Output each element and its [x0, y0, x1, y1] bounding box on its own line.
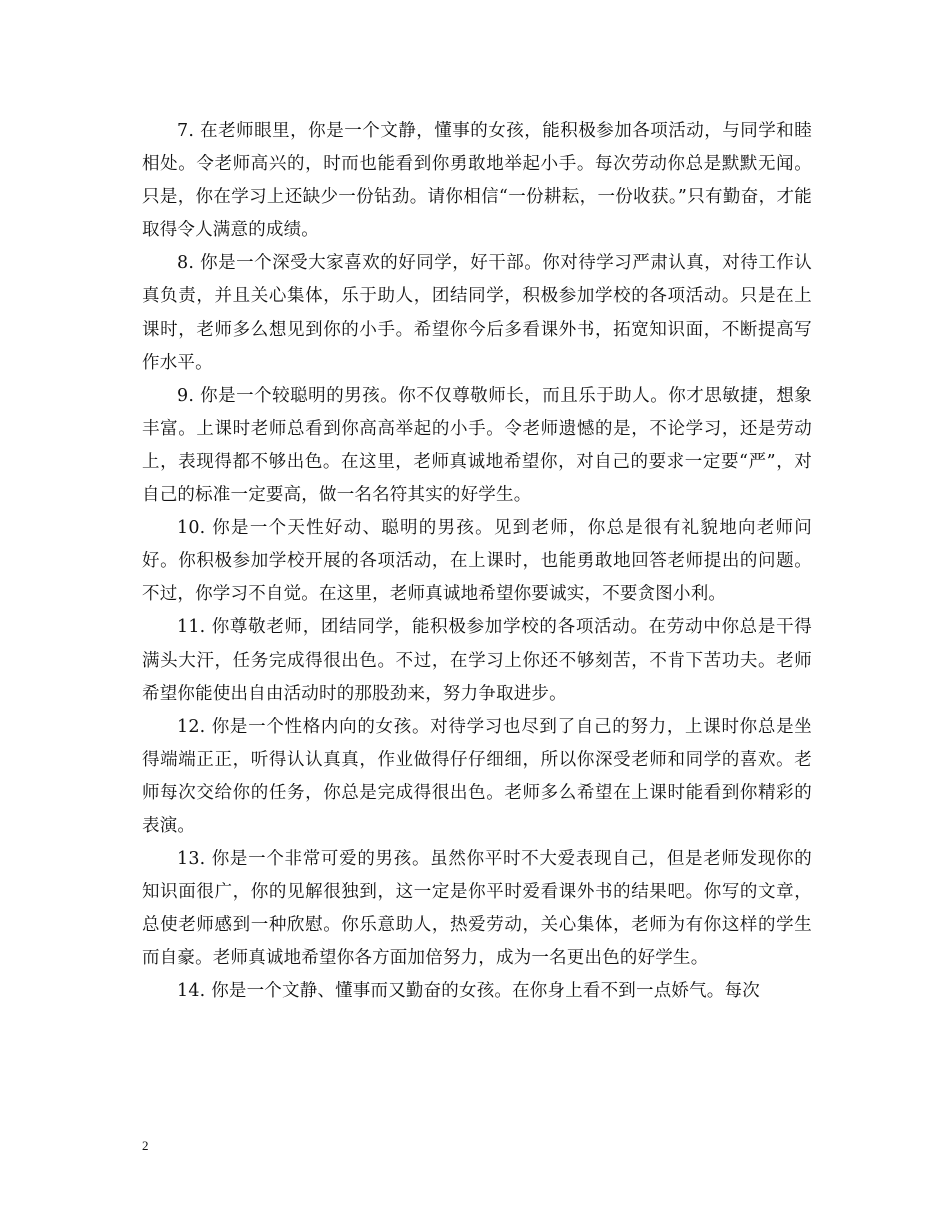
paragraph-14: 14. 你是一个文静、懂事而又勤奋的女孩。在你身上看不到一点娇气。每次 [177, 981, 760, 1002]
document-body [142, 115, 812, 1009]
paragraph-7: 7. 在老师眼里，你是一个文静，懂事的女孩，能积极参加各项活动，与同学和睦相处。令老师高兴的，时而也能看到你勇敢地举起小手。每次劳动你总是默默无闻。只是，你在学习上还缺少一份钻劲。请你相信“一份耕耘，一份收获。”只有勤奋，才能取得令人满意的成绩。 [142, 121, 812, 241]
page-number: 2 [142, 1138, 149, 1153]
paragraph-13: 13. 你是一个非常可爱的男孩。虽然你平时不大爱表现自己，但是老师发现你的知识面很广，你的见解很独到，这一定是你平时爱看课外书的结果吧。你写的文章，总使老师感到一种欣慰。你乐意助人，热爱劳动，关心集体，老师为有你这样的学生而自豪。老师真诚地希望你各方面加倍努力，成为一名更出色的好学生。 [142, 849, 812, 969]
paragraph-9: 9. 你是一个较聪明的男孩。你不仅尊敬师长，而且乐于助人。你才思敏捷，想象丰富。上课时老师总看到你高高举起的小手。令老师遗憾的是，不论学习，还是劳动上，表现得都不够出色。在这里，老师真诚地希望你，对自己的要求一定要“严”，对自己的标准一定要高，做一名名符其实的好学生。 [142, 385, 812, 506]
paragraph-8: 8. 你是一个深受大家喜欢的好同学，好干部。你对待学习严肃认真，对待工作认真负责，并且关心集体，乐于助人，团结同学，积极参加学校的各项活动。只是在上课时，老师多么想见到你的小手。希望你今后多看课外书，拓宽知识面，不断提高写作水平。 [142, 253, 812, 373]
paragraph-11: 11. 你尊敬老师，团结同学，能积极参加学校的各项活动。在劳动中你总是干得满头大汗，任务完成得很出色。不过，在学习上你还不够刻苦，不肯下苦功夫。老师希望你能使出自由活动时的那股劲来，努力争取进步。 [142, 617, 812, 704]
paragraph-10: 10. 你是一个天性好动、聪明的男孩。见到老师，你总是很有礼貌地向老师问好。你积极参加学校开展的各项活动，在上课时，也能勇敢地回答老师提出的问题。不过，你学习不自觉。在这里，老师真诚地希望你要诚实，不要贪图小利。 [142, 518, 812, 605]
paragraph-12: 12. 你是一个性格内向的女孩。对待学习也尽到了自己的努力，上课时你总是坐得端端正正，听得认认真真，作业做得仔仔细细，所以你深受老师和同学的喜欢。老师每次交给你的任务，你总是完成得很出色。老师多么希望在上课时能看到你精彩的表演。 [142, 716, 812, 836]
